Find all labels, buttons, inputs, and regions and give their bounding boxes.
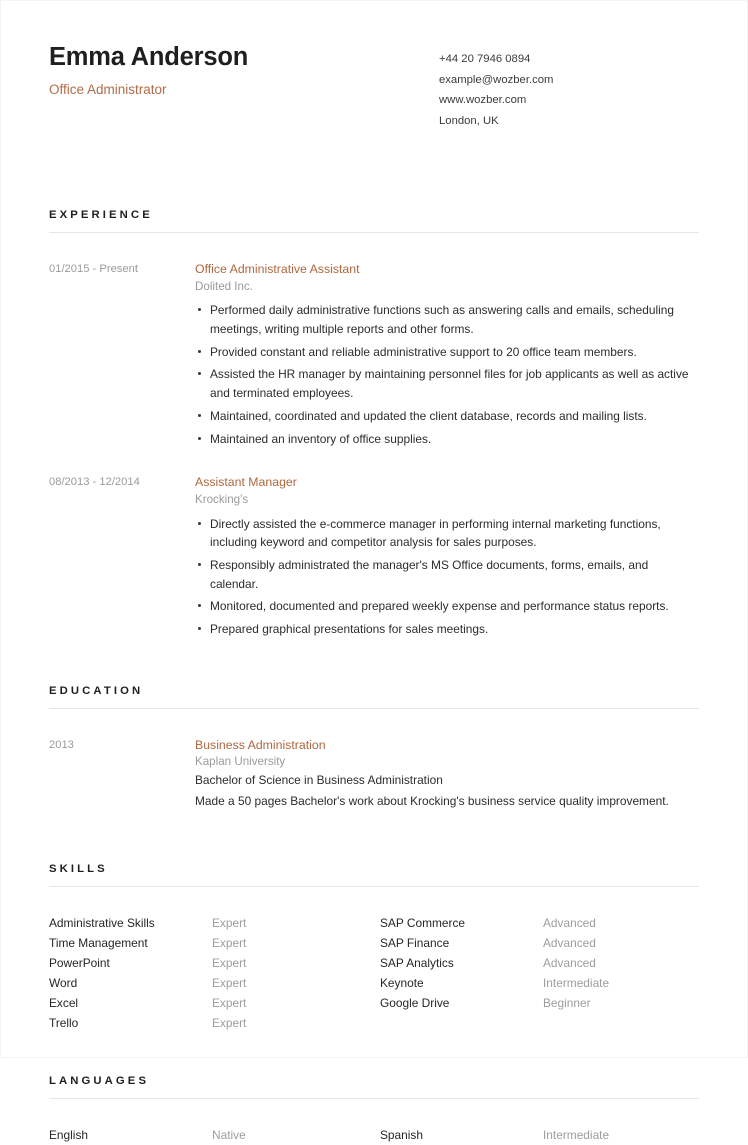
skill-name: Administrative Skills	[49, 915, 155, 930]
skill-level: Advanced	[543, 955, 596, 970]
skill-name: SAP Analytics	[380, 955, 454, 970]
skill-level: Advanced	[543, 935, 596, 950]
entry-degree-title: Business Administration	[195, 737, 326, 752]
entry-body	[195, 261, 699, 452]
entry-bullet-list	[195, 515, 699, 639]
contact-list	[439, 43, 553, 131]
skill-level	[543, 1013, 699, 1033]
entry-role: Assistant Manager	[195, 475, 297, 490]
entry-date: 01/2015 - Present	[49, 263, 138, 275]
section-divider	[49, 886, 699, 887]
section-experience	[49, 209, 699, 643]
list-item: Performed daily administrative functions such as answering calls and emails, scheduling meetings, writing multiple reports and other forms.	[195, 301, 699, 338]
entry-organization: Kaplan University	[195, 755, 286, 769]
list-item: Maintained, coordinated and updated the client database, records and mailing lists.	[195, 407, 699, 426]
list-item: Monitored, documented and prepared weekly expense and performance status reports.	[195, 597, 699, 616]
section-divider	[49, 708, 699, 709]
skill-level: Expert	[212, 935, 247, 950]
entry-description: Made a 50 pages Bachelor's work about Krocking's business service quality improvement.	[195, 794, 669, 809]
header-job-title: Office Administrator	[49, 82, 167, 98]
skill-name	[380, 1013, 543, 1033]
education-entry	[49, 737, 699, 812]
skill-level: Beginner	[543, 995, 591, 1010]
list-item: Responsibly administrated the manager's MS Office documents, forms, emails, and calendar.	[195, 556, 699, 593]
language-level: Native	[212, 1127, 246, 1142]
section-divider	[49, 1098, 699, 1099]
list-item: Maintained an inventory of office supplies.	[195, 430, 699, 449]
skills-grid	[49, 913, 699, 1033]
languages-grid	[49, 1125, 699, 1145]
contact-location: London, UK	[439, 114, 499, 127]
list-item: Provided constant and reliable administrative support to 20 office team members.	[195, 343, 699, 362]
list-item: Directly assisted the e-commerce manager in performing internal marketing functions, including keyword and competitor analysis for sales purposes.	[195, 515, 699, 552]
entry-organization: Dolited Inc.	[195, 279, 253, 293]
skill-level: Advanced	[543, 915, 596, 930]
skill-level: Intermediate	[543, 975, 610, 990]
section-languages	[49, 1075, 699, 1145]
skill-level: Expert	[212, 1015, 247, 1030]
experience-entry	[49, 474, 699, 643]
list-item: Assisted the HR manager by maintaining personnel files for job applicants as well as active and terminated employees.	[195, 365, 699, 402]
section-heading-experience: EXPERIENCE	[49, 209, 153, 221]
skill-name: Keynote	[380, 975, 424, 990]
page-title: Emma Anderson	[49, 43, 249, 71]
language-name: English	[49, 1127, 88, 1142]
skill-name: PowerPoint	[49, 955, 110, 970]
experience-entry	[49, 261, 699, 452]
skill-level: Expert	[212, 955, 247, 970]
skill-name: Word	[49, 975, 78, 990]
skill-level: Expert	[212, 915, 247, 930]
entry-degree: Bachelor of Science in Business Administration	[195, 773, 443, 788]
contact-phone: +44 20 7946 0894	[439, 53, 531, 65]
resume-header	[49, 0, 699, 131]
header-identity	[49, 43, 439, 99]
language-name: Spanish	[380, 1127, 423, 1142]
entry-body	[195, 474, 699, 643]
entry-role: Office Administrative Assistant	[195, 262, 360, 276]
skill-level: Expert	[212, 995, 247, 1010]
skill-name: Trello	[49, 1015, 79, 1030]
entry-date: 08/2013 - 12/2014	[49, 476, 140, 489]
skill-level: Expert	[212, 975, 247, 990]
skill-name: SAP Commerce	[380, 915, 466, 930]
skill-name: SAP Finance	[380, 935, 450, 950]
skill-name: Google Drive	[380, 995, 450, 1010]
entry-body	[195, 737, 699, 812]
skill-name: Excel	[49, 995, 79, 1010]
section-education	[49, 685, 699, 812]
section-skills	[49, 863, 699, 1033]
list-item: Prepared graphical presentations for sales meetings.	[195, 620, 699, 639]
section-heading-skills: SKILLS	[49, 862, 108, 875]
section-heading-languages: LANGUAGES	[49, 1074, 150, 1087]
language-level: Intermediate	[543, 1127, 610, 1142]
contact-email: example@wozber.com	[439, 73, 554, 86]
skill-name: Time Management	[49, 935, 148, 950]
entry-date: 2013	[49, 738, 74, 751]
contact-website: www.wozber.com	[439, 94, 527, 106]
entry-bullet-list	[195, 301, 699, 448]
entry-organization: Krocking's	[195, 492, 249, 506]
section-divider	[49, 232, 699, 233]
section-heading-education: EDUCATION	[49, 684, 144, 697]
